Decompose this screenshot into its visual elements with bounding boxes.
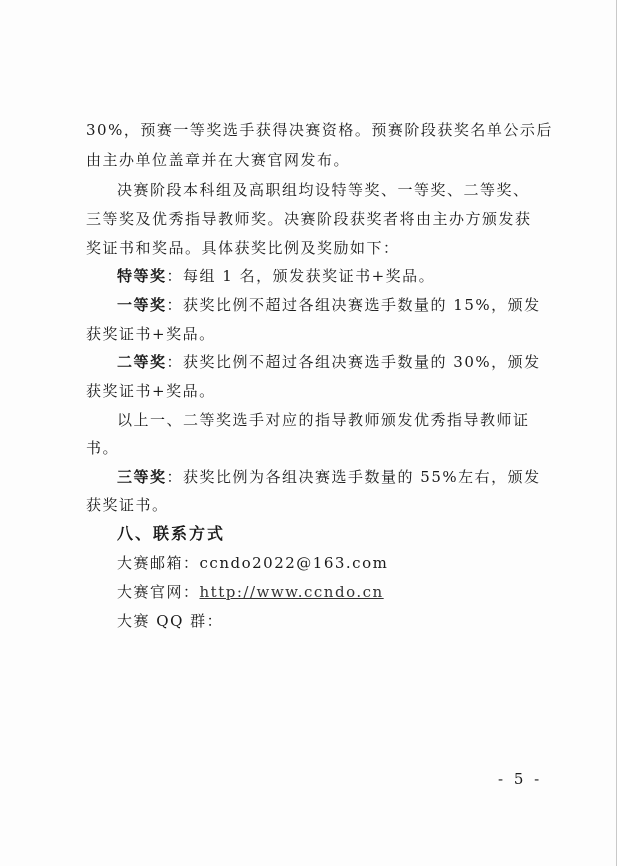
award-label: 二等奖 [117, 353, 167, 371]
text-line: 以上一、二等奖选手对应的指导教师颁发优秀指导教师证 [117, 411, 530, 429]
section-heading: 八、联系方式 [117, 524, 226, 543]
email-label: 大赛邮箱： [117, 554, 200, 572]
email-value: ccndo2022@163.com [199, 554, 389, 572]
award-text: ：获奖比例为各组决赛选手数量的 55%左右，颁发 [166, 468, 541, 486]
award-text: ：获奖比例不超过各组决赛选手数量的 15%，颁发 [166, 296, 541, 314]
text-line: 决赛阶段本科组及高职组均设特等奖、一等奖、二等奖、 [117, 181, 530, 199]
website-link[interactable]: http://www.ccndo.cn [199, 583, 384, 601]
text-line: 获奖证书。 [86, 496, 169, 514]
award-special [117, 266, 435, 286]
award-second [117, 352, 541, 372]
award-third [117, 467, 541, 487]
page-number: - 5 - [498, 770, 543, 788]
text-line: 获奖证书+奖品。 [86, 382, 216, 400]
text-line: 30%，预赛一等奖选手获得决赛资格。预赛阶段获奖名单公示后 [86, 121, 553, 139]
award-text: ：每组 1 名，颁发获奖证书+奖品。 [166, 267, 436, 285]
award-first [117, 295, 541, 315]
award-label: 一等奖 [117, 296, 167, 314]
website-label: 大赛官网： [117, 583, 200, 601]
award-label: 特等奖 [117, 267, 167, 285]
text-line: 三等奖及优秀指导教师奖。决赛阶段获奖者将由主办方颁发获 [86, 210, 532, 228]
text-line: 书。 [86, 439, 120, 457]
text-line: 获奖证书+奖品。 [86, 325, 216, 343]
award-text: ：获奖比例不超过各组决赛选手数量的 30%，颁发 [166, 353, 541, 371]
text-line: 由主办单位盖章并在大赛官网发布。 [86, 151, 351, 169]
contact-qq: 大赛 QQ 群： [117, 612, 224, 630]
text-line: 奖证书和奖品。具体获奖比例及奖励如下： [86, 239, 400, 257]
contact-email [117, 553, 388, 573]
award-label: 三等奖 [117, 468, 167, 486]
contact-website [117, 582, 384, 602]
